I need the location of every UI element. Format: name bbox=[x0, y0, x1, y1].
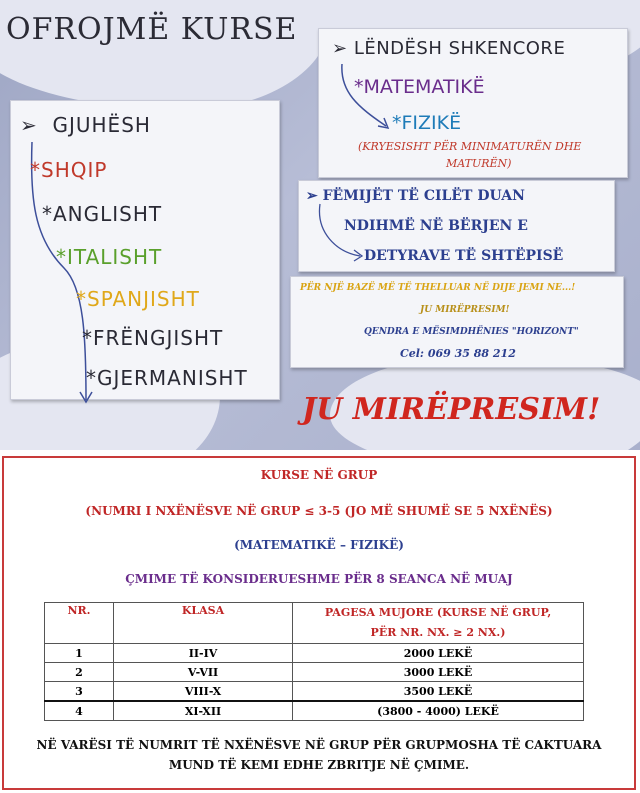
poster-title: OFROJMË KURSE bbox=[6, 12, 298, 47]
table-row bbox=[45, 644, 584, 663]
footer-note: NË VARËSI TË NUMRIT TË NXËNËSVE NË GRUP PËR GRUPMOSHA TË CAKTUARA bbox=[36, 738, 602, 752]
bullet-arrow-icon: ➢ bbox=[332, 38, 354, 59]
table-header-cell: PËR NR. NX. ≥ 2 NX.) bbox=[293, 621, 584, 644]
table-cell: 4 bbox=[45, 701, 114, 721]
table-cell: (3800 - 4000) LEKË bbox=[293, 701, 584, 721]
science-arrow-icon bbox=[338, 62, 398, 142]
table-header-cell: KLASA bbox=[114, 603, 293, 644]
group-size-note: (NUMRI I NXËNËSVE NË GRUP ≤ 3-5 (JO MË SHUMË SE 5 NXËNËS) bbox=[85, 504, 553, 518]
languages-heading bbox=[20, 113, 151, 137]
info-line: JU MIRËPRESIM! bbox=[420, 305, 510, 315]
table-cell: 2 bbox=[45, 663, 114, 682]
subjects-note: (MATEMATIKË – FIZIKË) bbox=[234, 538, 404, 552]
table-row bbox=[45, 701, 584, 721]
language-item: *GJERMANISHT bbox=[86, 366, 248, 390]
language-item: *ITALISHT bbox=[56, 245, 163, 269]
table-cell: 3500 LEKË bbox=[293, 682, 584, 702]
language-item: *SPANJISHT bbox=[76, 287, 200, 311]
table-cell: VIII-X bbox=[114, 682, 293, 702]
languages-heading-text: GJUHËSH bbox=[52, 113, 151, 137]
footer-note: MUND TË KEMI EDHE ZBRITJE NË ÇMIME. bbox=[168, 758, 470, 772]
table-cell: 1 bbox=[45, 644, 114, 663]
table-cell: II-IV bbox=[114, 644, 293, 663]
bullet-arrow-icon: ➢ bbox=[306, 188, 323, 204]
homework-line: FËMIJËT TË CILËT DUAN bbox=[322, 188, 525, 204]
section-heading: KURSE NË GRUP bbox=[260, 468, 378, 482]
homework-line: DETYRAVE TË SHTËPISË bbox=[364, 248, 564, 264]
table-cell: V-VII bbox=[114, 663, 293, 682]
table-cell: XI-XII bbox=[114, 701, 293, 721]
table-cell: 3 bbox=[45, 682, 114, 702]
language-item: *FRËNGJISHT bbox=[82, 326, 224, 350]
prices-note: ÇMIME TË KONSIDERUESHME PËR 8 SEANCA NË MUAJ bbox=[125, 572, 513, 586]
science-heading bbox=[332, 38, 565, 59]
price-table bbox=[44, 602, 584, 721]
language-item: *SHQIP bbox=[30, 158, 108, 182]
group-courses-section bbox=[2, 456, 636, 790]
info-line: PËR NJË BAZË MË TË THELLUAR NË DIJE JEMI NE...! bbox=[300, 283, 576, 293]
language-item: *ANGLISHT bbox=[42, 202, 163, 226]
welcome-text: JU MIRËPRESIM! bbox=[302, 392, 601, 427]
table-cell: 2000 LEKË bbox=[293, 644, 584, 663]
science-item: *FIZIKË bbox=[392, 112, 462, 134]
table-row bbox=[45, 663, 584, 682]
table-header-row bbox=[45, 603, 584, 622]
science-heading-text: LËNDËSH SHKENCORE bbox=[353, 38, 566, 59]
phone-number: Cel: 069 35 88 212 bbox=[400, 347, 516, 360]
table-header-cell: NR. bbox=[45, 603, 114, 644]
homework-arrow-icon bbox=[316, 202, 368, 262]
science-note: MATURËN) bbox=[446, 157, 512, 170]
table-row bbox=[45, 682, 584, 702]
table-cell: 3000 LEKË bbox=[293, 663, 584, 682]
bullet-arrow-icon: ➢ bbox=[20, 113, 53, 137]
homework-line: NDIHMË NË BËRJEN E bbox=[344, 218, 528, 234]
science-note: (KRYESISHT PËR MINIMATURËN DHE bbox=[358, 140, 582, 153]
science-item: *MATEMATIKË bbox=[354, 76, 485, 98]
info-line: QENDRA E MËSIMDHËNIES "HORIZONT" bbox=[364, 327, 579, 337]
table-header-cell: PAGESA MUJORE (KURSE NË GRUP, bbox=[293, 603, 584, 622]
